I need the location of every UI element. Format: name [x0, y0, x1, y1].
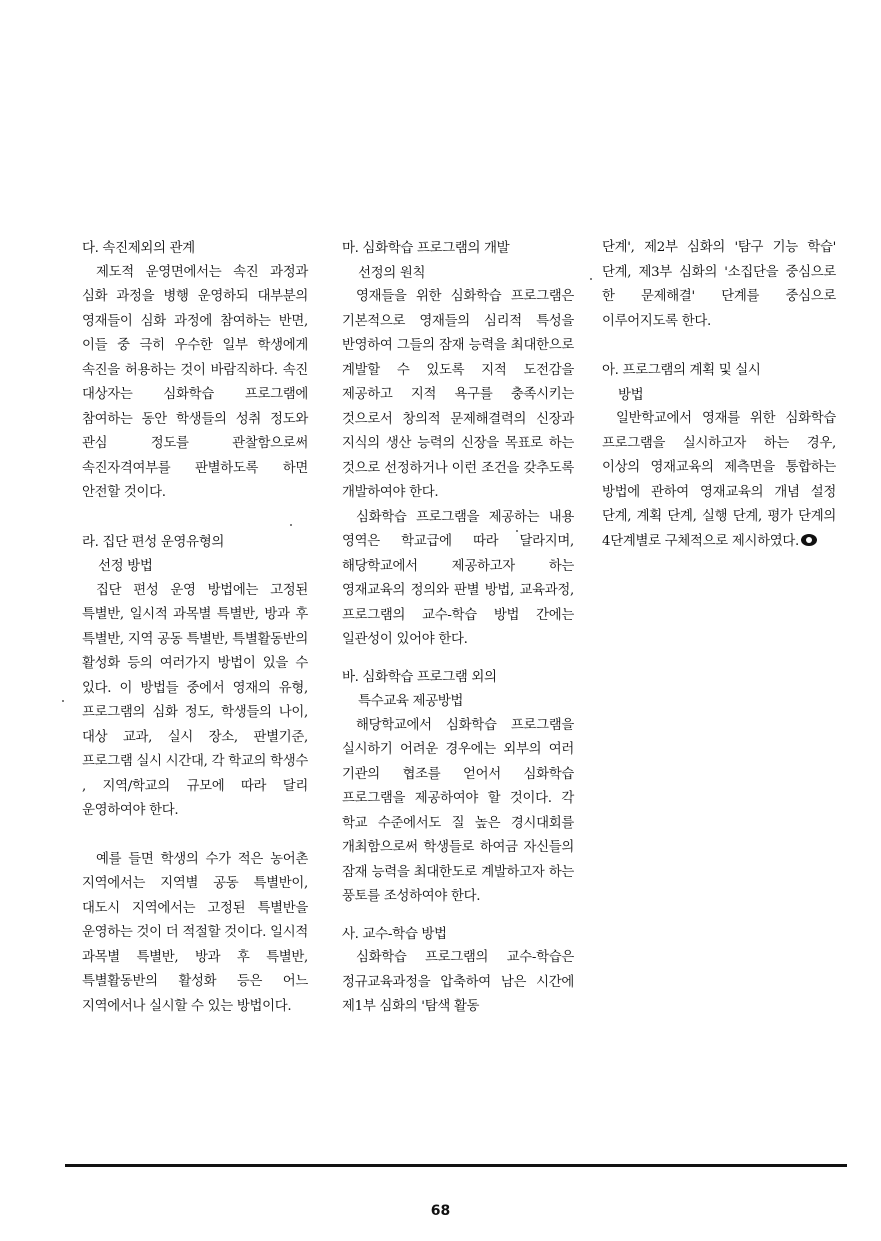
scan-speck — [590, 278, 592, 280]
paragraph: 일반학교에서 영재를 위한 심화학습 프로그램을 실시하고자 하는 경우, 이상의 영재교육의 제측면을 통합하는 방법에 관하여 영재교육의 개념 설정 단계, 계획 단계, 실행 단계, 평가 단계의 4단계별로 구체적으로 제시하였다. — [602, 411, 836, 549]
scan-speck — [290, 524, 292, 526]
scan-speck — [62, 700, 64, 702]
paragraph: 해당학교에서 심화학습 프로그램을 실시하기 어려운 경우에는 외부의 여러 기관의 협조를 얻어서 심화학습 프로그램을 제공하여야 할 것이다. 각 학교 수준에서도 질 높은 경시대회를 개최함으로써 학생들로 하여금 자신들의 잠재 능력을 최대한도로 계발하고자 하는 풍토를 조성하여야 한다. — [342, 717, 574, 904]
column-1 — [82, 236, 308, 1019]
footer-rule — [65, 1164, 847, 1167]
paragraph: 심화학습 프로그램의 교수-학습은 정규교육과정을 압축하여 남은 시간에 제1부 심화의 '탐색 활동 — [342, 950, 574, 1014]
column-2 — [342, 236, 574, 1020]
scan-speck — [516, 530, 518, 532]
section-title-grouping: 라. 집단 편성 운영유형의 선정 방법 — [82, 533, 224, 574]
paragraph: 영재들을 위한 심화학습 프로그램은 기본적으로 영재들의 심리적 특성을 반영하여 그들의 잠재 능력을 최대한으로 계발할 수 있도록 지적 도전감을 제공하고 지적 욕구를 충족시키는 것으로서 창의적 문제해결력의 신장과 지식의 생산 능력의 신장을 목표로 하는 것으로 선정하거나 이런 조건을 갖추도록 개발하여야 한다. — [342, 289, 574, 500]
section-title-program-dev: 마. 심화학습 프로그램의 개발 선정의 원칙 — [342, 240, 510, 281]
paragraph-continued: 단계', 제2부 심화의 '탐구 기능 학습' 단계, 제3부 심화의 '소집단을 중심으로 한 문제해결' 단계를 중심으로 이루어지도록 한다. — [602, 240, 836, 329]
section-title-plan: 아. 프로그램의 계획 및 실시 방법 — [602, 362, 761, 403]
section-title-special-edu: 바. 심화학습 프로그램 외의 특수교육 제공방법 — [342, 668, 497, 709]
page-number: 68 — [430, 1203, 451, 1219]
paragraph: 심화학습 프로그램을 제공하는 내용 영역은 학교급에 따라 달라지며, 해당학교에서 제공하고자 하는 영재교육의 정의와 판별 방법, 교육과정, 프로그램의 교수-학습 방법 간에는 일관성이 있어야 한다. — [342, 509, 574, 647]
paragraph: 제도적 운영면에서는 속진 과정과 심화 과정을 병행 운영하되 대부분의 영재들이 심화 과정에 참여하는 반면, 이들 중 극히 우수한 일부 학생에게 속진을 허용하는 것이 바람직하다. 속진 대상자는 심화학습 프로그램에 참여하는 동안 학생들의 성취 정도와 관심 정도를 관찰함으로써 속진자격여부를 판별하도록 하면 안전할 것이다. — [82, 264, 308, 500]
paragraph: 예를 들면 학생의 수가 적은 농어촌 지역에서는 지역별 공동 특별반이, 대도시 지역에서는 고정된 특별반을 운영하는 것이 더 적절할 것이다. 일시적 과목별 특별반, 방과 후 특별반, 특별활동반의 활성화 등은 어느 지역에서나 실시할 수 있는 방법이다. — [82, 851, 308, 1014]
column-3 — [602, 236, 836, 554]
section-title-teaching: 사. 교수-학습 방법 — [342, 925, 447, 942]
end-mark-icon — [801, 534, 817, 546]
paragraph: 집단 편성 운영 방법에는 고정된 특별반, 일시적 과목별 특별반, 방과 후 특별반, 지역 공동 특별반, 특별활동반의 활성화 등의 여러가지 방법이 있을 수 있다. 이 방법들 중에서 영재의 유형, 프로그램의 심화 정도, 학생들의 나이, 대상 교과, 실시 장소, 판별기준, 프로그램 실시 시간대, 각 학교의 학생수 , 지역/학교의 규모에 따라 달리 운영하여야 한다. — [82, 582, 308, 818]
section-title-accel: 다. 속진제외의 관계 — [82, 240, 195, 256]
